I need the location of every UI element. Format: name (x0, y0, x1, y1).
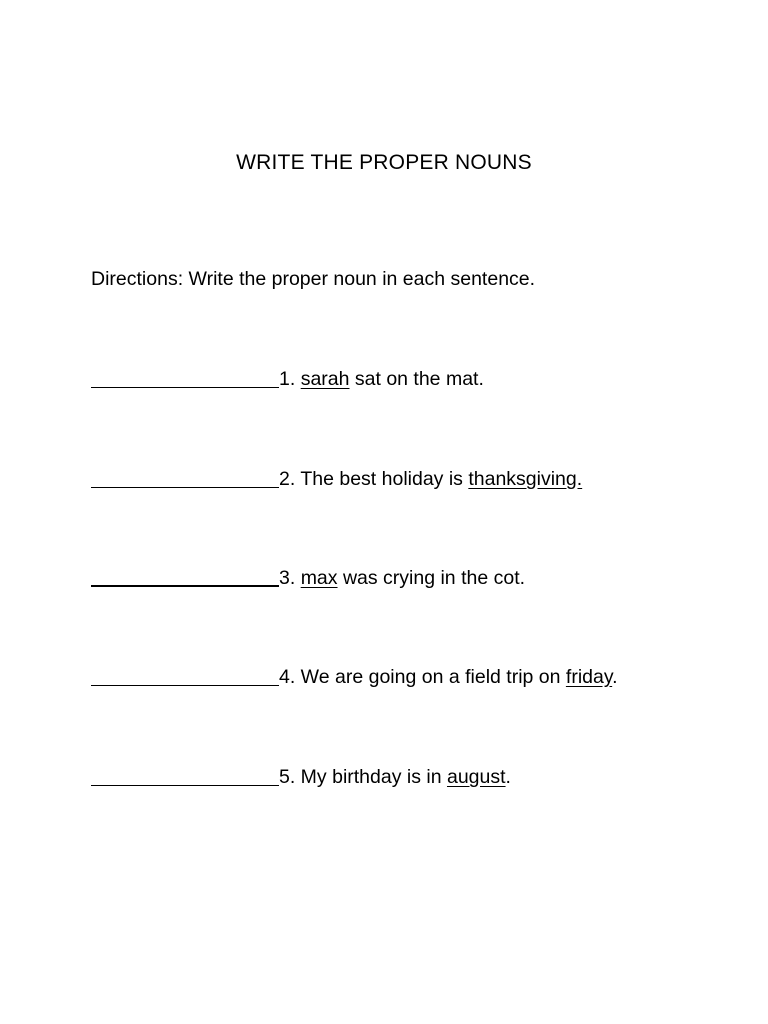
underlined-noun: max (300, 567, 338, 589)
question-text-after: was crying in the cot. (337, 567, 526, 589)
directions-text: Directions: Write the proper noun in each sentence. (91, 268, 536, 290)
underlined-noun: august (446, 766, 506, 788)
question-number: 2. (279, 468, 296, 490)
question-number: 1. (279, 368, 296, 390)
question-number: 5. (279, 766, 296, 788)
worksheet-title: WRITE THE PROPER NOUNS (236, 151, 532, 174)
answer-blank-2[interactable] (91, 486, 279, 488)
underlined-noun: sarah (300, 368, 350, 390)
question-text-after: . (612, 666, 618, 688)
answer-blank-5[interactable] (91, 784, 279, 786)
question-number: 4. (279, 666, 296, 688)
question-text-after: sat on the mat. (349, 368, 484, 390)
underlined-noun: thanksgiving. (468, 468, 583, 490)
question-number: 3. (279, 567, 296, 589)
question-text-before: We are going on a field trip on (295, 666, 566, 688)
question-text-before: My birthday is in (295, 766, 447, 788)
question-5 (91, 766, 511, 789)
answer-blank-4[interactable] (91, 684, 279, 686)
question-text-after: . (505, 766, 511, 788)
question-4 (91, 666, 618, 689)
underlined-noun: friday (565, 666, 613, 688)
question-3 (91, 567, 525, 590)
answer-blank-3[interactable] (91, 584, 279, 587)
question-1 (91, 368, 484, 391)
question-text-before: The best holiday is (295, 468, 469, 490)
answer-blank-1[interactable] (91, 386, 279, 388)
question-2 (91, 468, 582, 491)
